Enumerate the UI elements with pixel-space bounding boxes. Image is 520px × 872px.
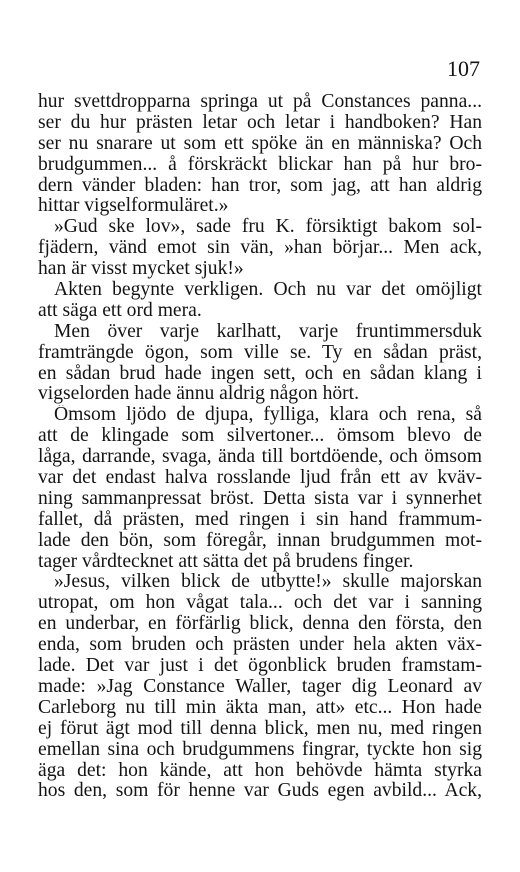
page-number: 107 — [447, 56, 480, 81]
text-line: att de klingade som silvertoner... ömsom blevo de — [38, 426, 482, 447]
text-line: Akten begynte verkligen. Och nu var det omöjligt — [54, 280, 482, 301]
text-line: ning sammanpressat bröst. Detta sista var i synnerhet — [38, 488, 482, 509]
text-line: emellan sina och brudgummens fingrar, tyckte hon sig — [38, 739, 482, 760]
text-line: han är visst mycket sjuk!» — [38, 259, 244, 280]
text-line: utropat, om hon vågat tala... och det var i sanning — [38, 593, 482, 614]
text-line: lade den bön, som föregår, innan brudgummen mot- — [38, 530, 482, 551]
text-line: brudgummen... å förskräckt blickar han på hur bro- — [38, 154, 482, 175]
text-line: vigselorden hade ännu aldrig någon hört. — [38, 384, 360, 405]
text-line: ej förut ägt mod till denna blick, men nu, med ringen — [38, 718, 482, 739]
text-line: hos den, som för henne var Guds egen avbild... Ack, — [38, 781, 482, 802]
text-line: låga, darrande, svaga, ända till bortdöende, och ömsom — [38, 447, 482, 468]
text-line: var det endast halva rosslande ljud från ett av kväv- — [38, 468, 482, 489]
text-line: lade. Det var just i det ögonblick bruden framstam- — [38, 656, 482, 677]
text-line: enda, som bruden och prästen under hela akten väx- — [38, 635, 482, 656]
text-line: fjädern, vänd emot sin vän, »han börjar... Men ack, — [38, 238, 482, 259]
text-line: dern vänder bladen: han tror, som jag, att han aldrig — [38, 175, 482, 196]
text-line: en sådan brud hade ingen sett, och en sådan klang i — [38, 363, 482, 384]
text-line: Men över varje karlhatt, varje fruntimmersduk — [54, 321, 482, 342]
text-line: tager vårdtecknet att sätta det på brudens finger. — [38, 551, 414, 572]
body-text — [38, 92, 482, 802]
text-line: ser du hur prästen letar och letar i handboken? Han — [38, 112, 482, 133]
text-line: fallet, då prästen, med ringen i sin hand frammum- — [38, 509, 482, 530]
text-line: en underbar, en förfärlig blick, denna den första, den — [38, 614, 482, 635]
text-line: äga det: hon kände, att hon behövde hämta styrka — [38, 760, 482, 781]
text-line: ser nu snarare ut som ett spöke än en människa? Och — [38, 133, 482, 154]
text-line: Ömsom ljödo de djupa, fylliga, klara och rena, så — [54, 405, 482, 426]
text-line: Carleborg nu till min äkta man, att» etc... Hon hade — [38, 697, 482, 718]
text-line: »Gud ske lov», sade fru K. försiktigt bakom sol- — [54, 217, 482, 238]
text-line: made: »Jag Constance Waller, tager dig Leonard av — [38, 676, 482, 697]
text-line: att säga ett ord mera. — [38, 300, 202, 321]
text-line: hur svettdropparna springa ut på Constances panna... — [38, 92, 482, 112]
text-line: framträngde ögon, som ville se. Ty en sådan präst, — [38, 342, 482, 363]
text-line: »Jesus, vilken blick de utbytte!» skulle majorskan — [54, 572, 482, 593]
text-line: hittar vigselformuläret.» — [38, 196, 229, 217]
